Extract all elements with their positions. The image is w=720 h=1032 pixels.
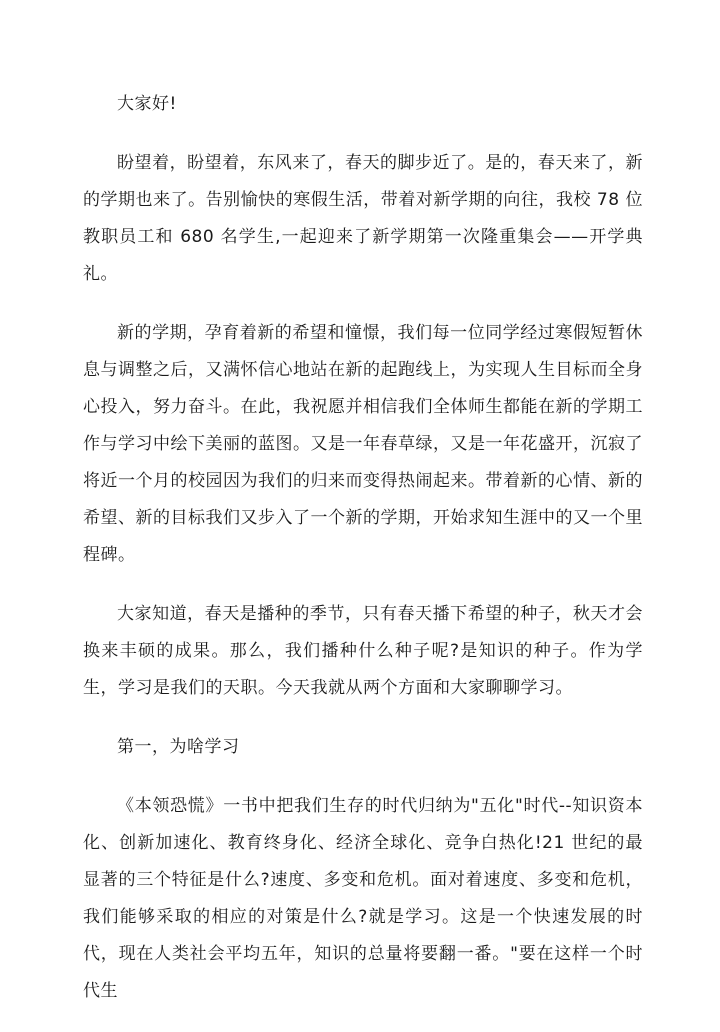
greeting-paragraph: 大家好! (117, 94, 177, 114)
paragraph-spring-semester: 盼望着，盼望着，东风来了，春天的脚步近了。是的，春天来了，新的学期也来了。告别愉快的寒假生活，带着对新学期的向往，我校 78 位教职员工和 680 名学生,一起迎来了新学期第一次隆重集会——开学典礼。 (83, 153, 643, 284)
paragraph-five-eras: 《本领恐慌》一书中把我们生存的时代归纳为"五化"时代--知识资本化、创新加速化、教育终身化、经济全球化、竞争白热化!21 世纪的最显著的三个特征是什么?速度、多变和危机。面对着速度、多变和危机，我们能够采取的相应的对策是什么?就是学习。这是一个快速发展的时代，现在人类社会平均五年，知识的总量将要翻一番。"要在这样一个时代生 (83, 796, 643, 1001)
section-heading: 第一，为啥学习 (117, 737, 240, 757)
document-body (83, 86, 643, 1032)
paragraph-new-hopes: 新的学期，孕育着新的希望和憧憬，我们每一位同学经过寒假短暂休息与调整之后，又满怀信心地站在新的起跑线上，为实现人生目标而全身心投入，努力奋斗。在此，我祝愿并相信我们全体师生都能在新的学期工作与学习中绘下美丽的蓝图。又是一年春草绿，又是一年花盛开，沉寂了将近一个月的校园因为我们的归来而变得热闹起来。带着新的心情、新的希望、新的目标我们又步入了一个新的学期，开始求知生涯中的又一个里程碑。 (83, 323, 643, 565)
paragraph-seeds-of-knowledge: 大家知道，春天是播种的季节，只有春天播下希望的种子，秋天才会换来丰硕的成果。那么，我们播种什么种子呢?是知识的种子。作为学生，学习是我们的天职。今天我就从两个方面和大家聊聊学习。 (83, 604, 643, 698)
